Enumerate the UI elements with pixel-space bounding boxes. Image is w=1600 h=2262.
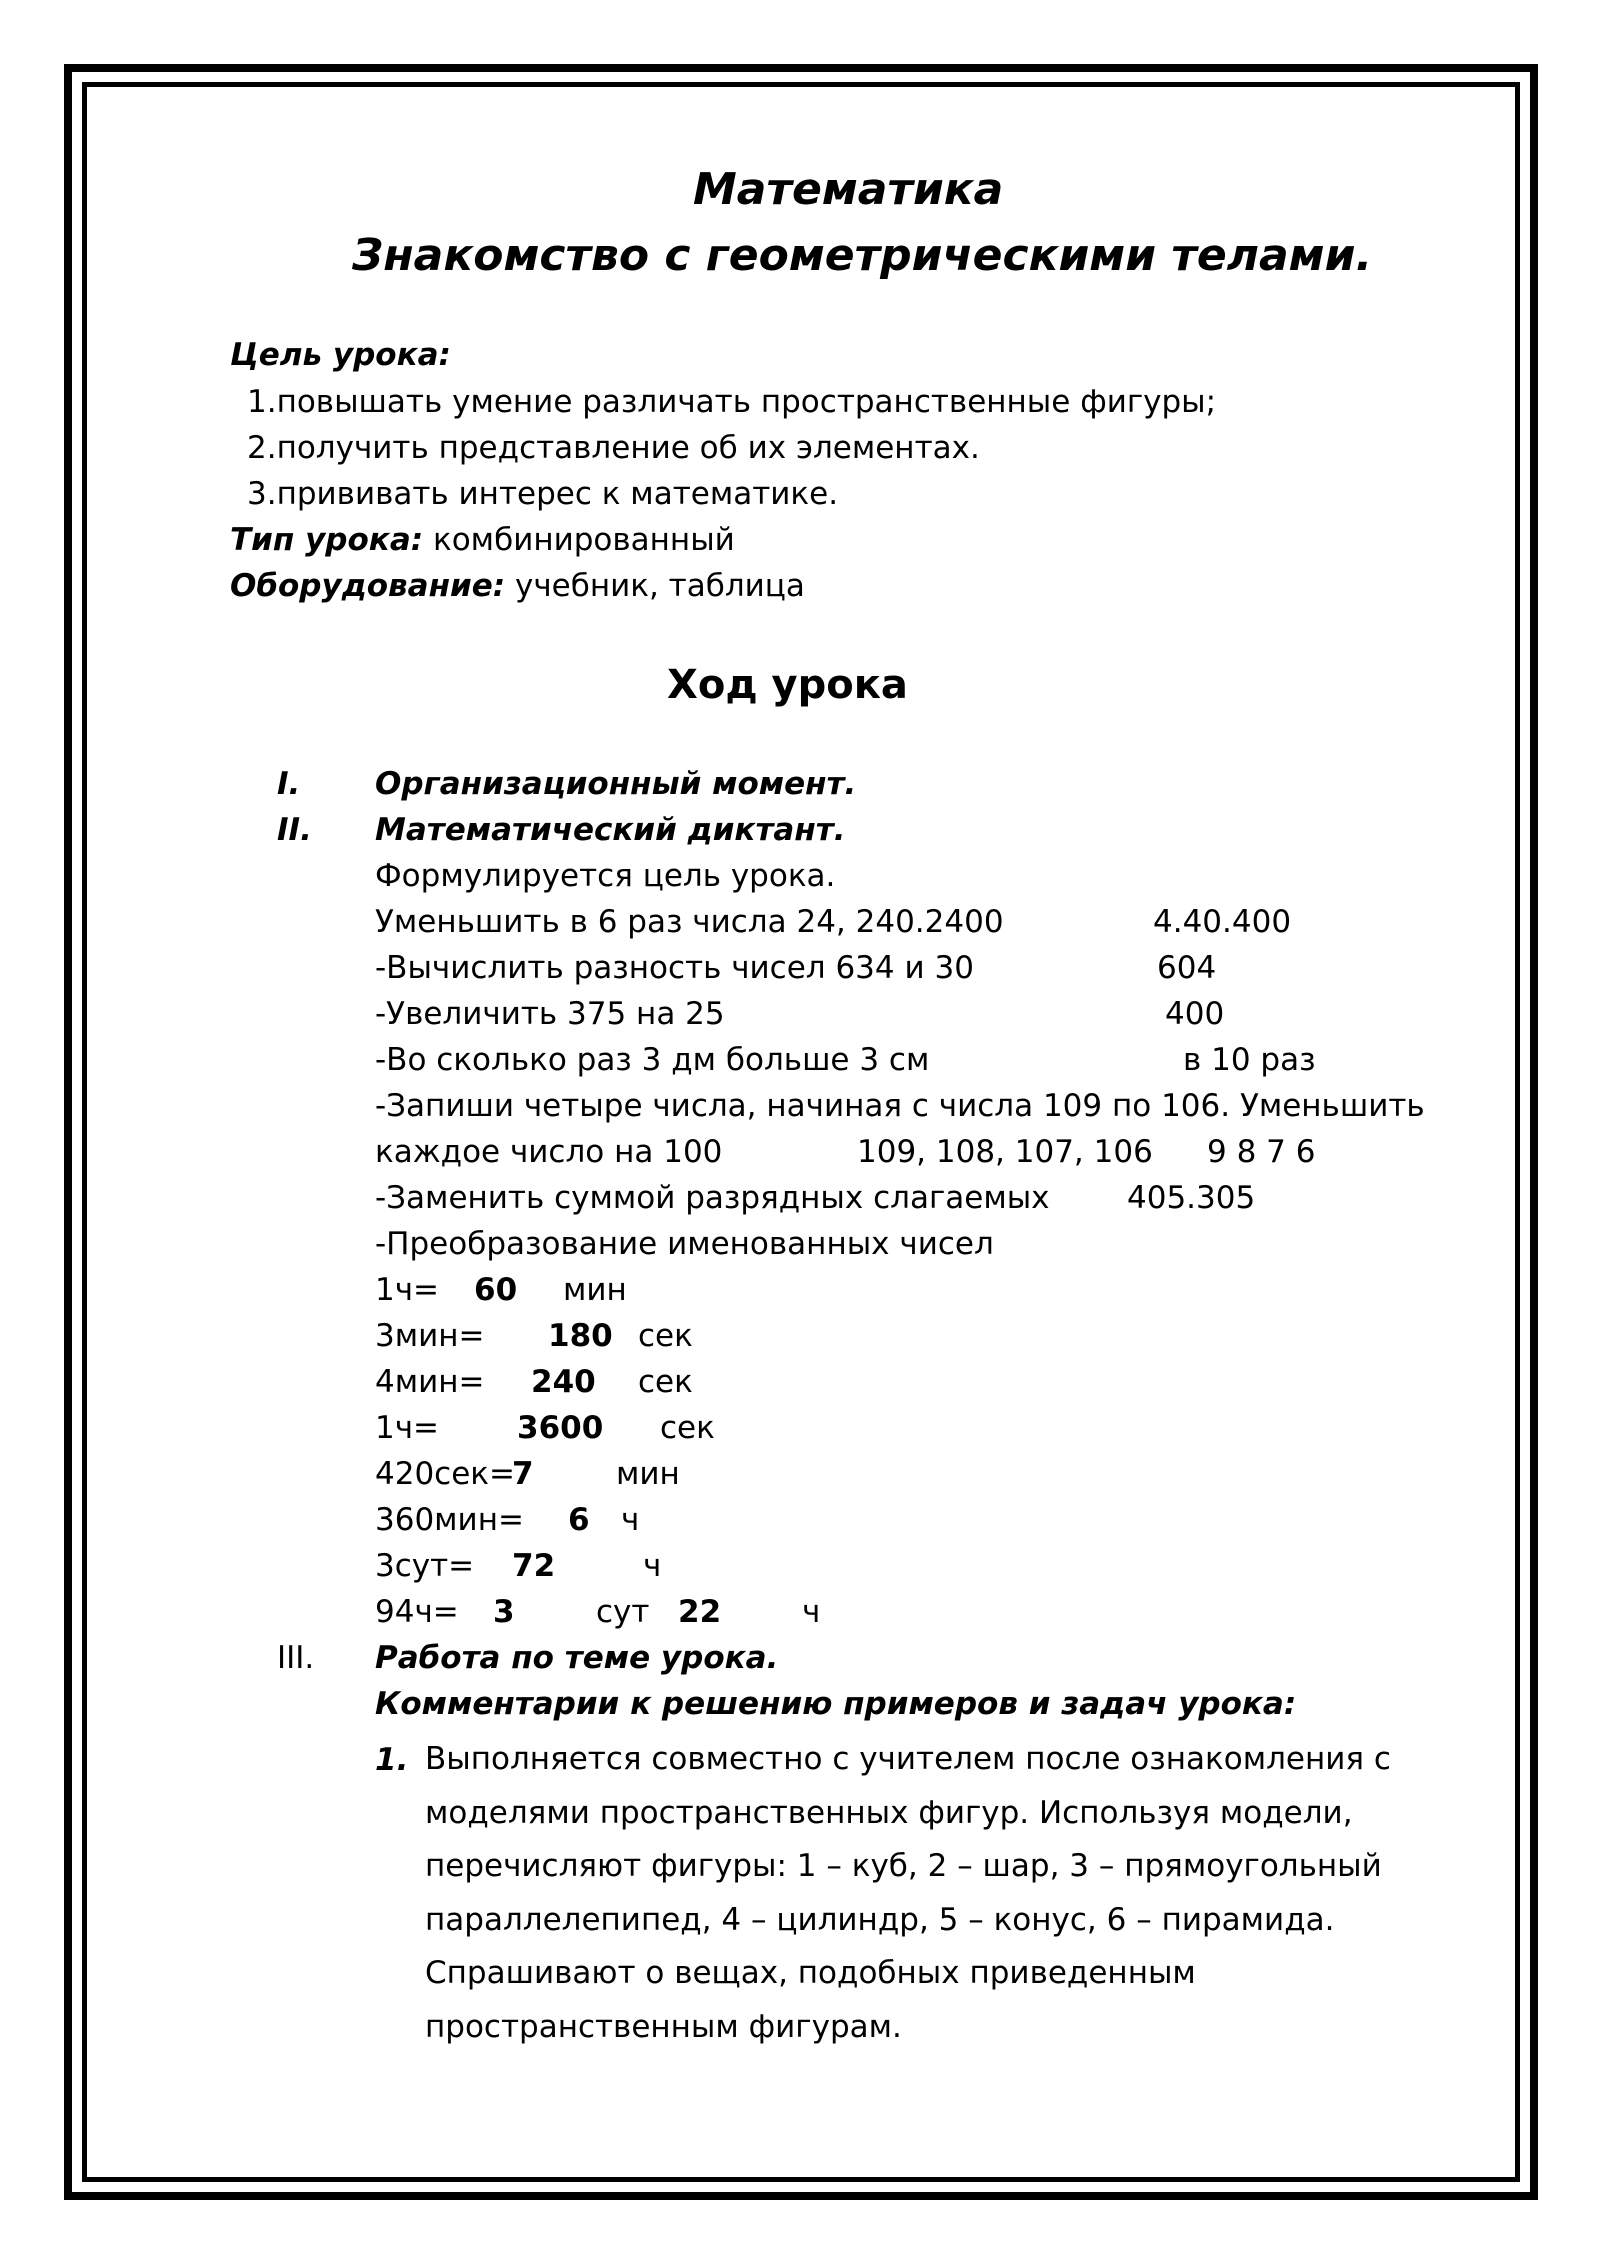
task-3-answer: 400 <box>1165 996 1225 1032</box>
conversion-2-left: 3мин= <box>375 1318 485 1354</box>
section-2-numeral: II. <box>277 812 312 848</box>
conversion-2-unit: сек <box>638 1318 693 1354</box>
section-3-numeral: III. <box>277 1640 315 1676</box>
section-3-subtitle: Комментарии к решению примеров и задач урока: <box>375 1686 1297 1722</box>
task-1-answer: 4.40.400 <box>1153 904 1292 940</box>
conversion-8-value: 3 <box>493 1594 515 1630</box>
conversion-7-unit: ч <box>643 1548 662 1584</box>
section-2-intro: Формулируется цель урока. <box>375 858 836 894</box>
equipment-line <box>230 568 805 604</box>
task-2-answer: 604 <box>1157 950 1217 986</box>
section-1-numeral: I. <box>277 766 301 802</box>
section-3-title: Работа по теме урока. <box>375 1640 779 1676</box>
conversion-8-left: 94ч= <box>375 1594 459 1630</box>
task-1-text: Уменьшить в 6 раз числа 24, 240.2400 <box>375 904 1004 940</box>
lesson-type-label: Тип урока: <box>230 522 424 558</box>
conversion-6-value: 6 <box>568 1502 590 1538</box>
conversion-6-unit: ч <box>621 1502 640 1538</box>
lesson-topic-title: Знакомство с геометрическими телами. <box>352 230 1373 281</box>
conversion-3-left: 4мин= <box>375 1364 485 1400</box>
conversion-1-value: 60 <box>474 1272 518 1308</box>
task-6-answer: 109, 108, 107, 106 <box>857 1134 1153 1170</box>
equipment-value: учебник, таблица <box>505 568 805 604</box>
conversion-3-value: 240 <box>531 1364 596 1400</box>
goal-item-1: 1.повышать умение различать пространственные фигуры; <box>247 384 1217 420</box>
conversion-3-unit: сек <box>638 1364 693 1400</box>
goal-item-3: 3.прививать интерес к математике. <box>247 476 839 512</box>
conversion-2-value: 180 <box>548 1318 613 1354</box>
task-4-answer: в 10 раз <box>1183 1042 1316 1078</box>
task-5-text: -Запиши четыре числа, начиная с числа 109 по 106. Уменьшить <box>375 1088 1425 1124</box>
equipment-label: Оборудование: <box>230 568 506 604</box>
course-heading: Ход урока <box>667 662 908 708</box>
conversion-4-value: 3600 <box>517 1410 604 1446</box>
section-3-item-text: Выполняется совместно с учителем после ознакомления с моделями пространственных фигур. Используя модели, перечисляют фигуры: 1 – куб, 2 – шар, 3 – прямоугольный параллелепипед, 4 – цилиндр, 5 – конус, 6 – пирамида. Спрашивают о вещах, подобных приведенным пространственным фигурам. <box>425 1741 1391 2045</box>
task-4-text: -Во сколько раз 3 дм больше 3 см <box>375 1042 930 1078</box>
conversion-4-left: 1ч= <box>375 1410 440 1446</box>
task-3-text: -Увеличить 375 на 25 <box>375 996 725 1032</box>
task-7-answer: 405.305 <box>1127 1180 1256 1216</box>
section-3-item-number: 1. <box>375 1742 409 1778</box>
conversion-8-unit: сут <box>596 1594 650 1630</box>
subject-title: Математика <box>693 164 1004 215</box>
task-6-answer-2: 9 8 7 6 <box>1207 1134 1316 1170</box>
conversion-5-unit: мин <box>616 1456 680 1492</box>
goal-label: Цель урока: <box>230 337 451 373</box>
conversion-1-unit: мин <box>563 1272 627 1308</box>
conversion-8-value-2: 22 <box>678 1594 722 1630</box>
conversion-8-unit-2: ч <box>802 1594 821 1630</box>
goal-item-2: 2.получить представление об их элементах. <box>247 430 980 466</box>
task-7-text: -Заменить суммой разрядных слагаемых <box>375 1180 1050 1216</box>
section-1-title: Организационный момент. <box>375 766 857 802</box>
task-2-text: -Вычислить разность чисел 634 и 30 <box>375 950 974 986</box>
task-8-text: -Преобразование именованных чисел <box>375 1226 994 1262</box>
conversion-4-unit: сек <box>660 1410 715 1446</box>
task-6-text: каждое число на 100 <box>375 1134 723 1170</box>
conversion-6-left: 360мин= <box>375 1502 524 1538</box>
conversion-5-value: 7 <box>512 1456 534 1492</box>
lesson-type-line <box>230 522 735 558</box>
conversion-1-left: 1ч= <box>375 1272 440 1308</box>
section-2-title: Математический диктант. <box>375 812 846 848</box>
conversion-7-value: 72 <box>512 1548 556 1584</box>
conversion-5-left: 420сек= <box>375 1456 515 1492</box>
conversion-7-left: 3сут= <box>375 1548 475 1584</box>
lesson-type-value: комбинированный <box>423 522 735 558</box>
